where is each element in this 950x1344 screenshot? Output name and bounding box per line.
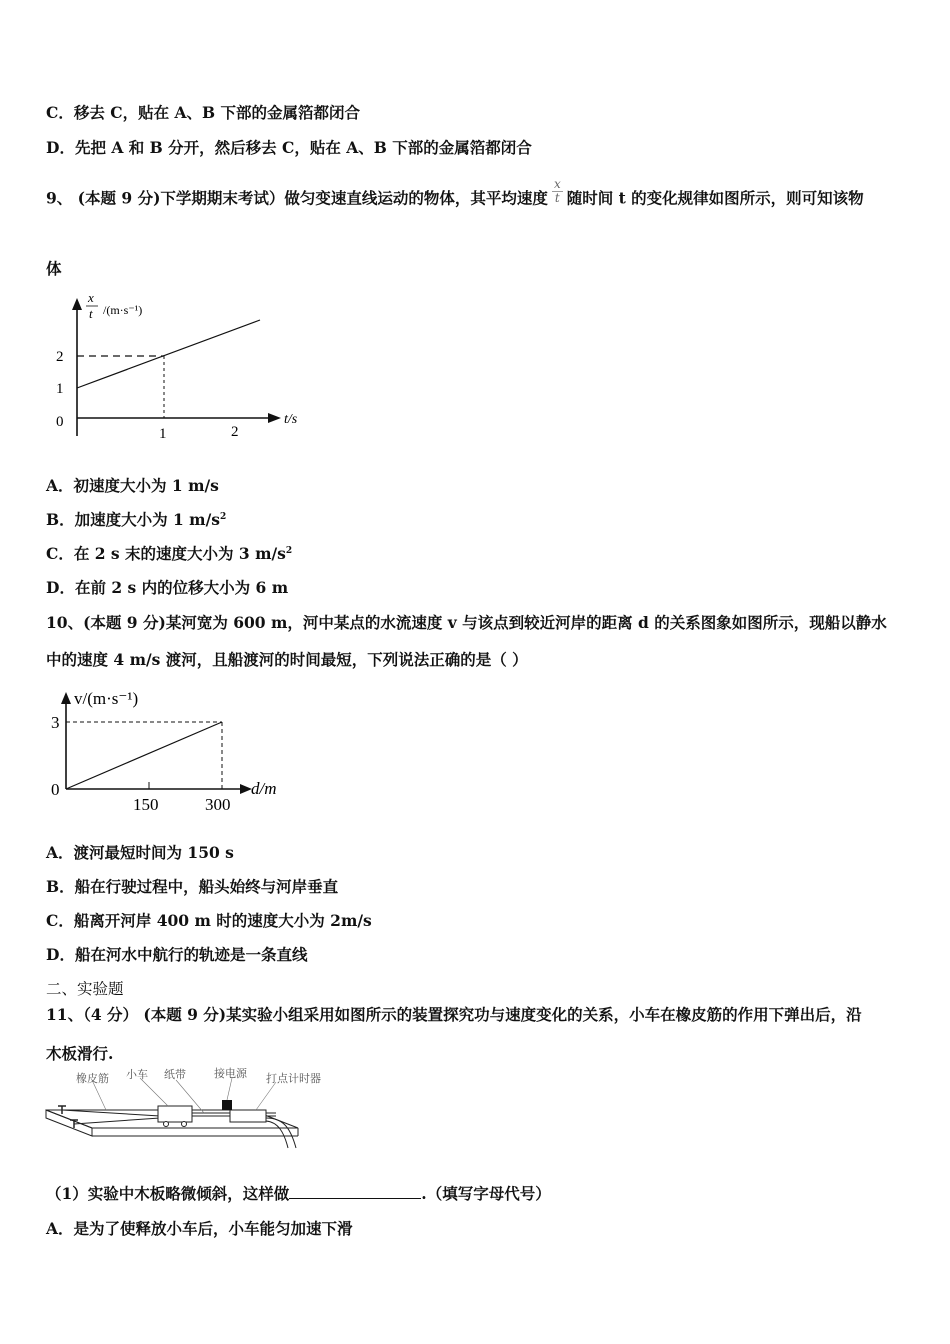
q10-stem-line2: 中的速度 4 m/s 渡河，且船渡河的时间最短，下列说法正确的是（ ）	[46, 650, 528, 669]
cart-wheel	[164, 1122, 169, 1127]
y-label-numerator: x	[88, 290, 94, 305]
q10-option-c: C．船离开河岸 400 m 时的速度大小为 2m/s	[46, 911, 372, 930]
x-tick-1: 1	[159, 426, 167, 442]
leader-line	[140, 1078, 168, 1106]
q11-part1-suffix: .（填写字母代号）	[421, 1184, 551, 1203]
q10-stem-line1: 10、(本题 9 分)某河宽为 600 m，河中某点的水流速度 v 与该点到较近河岸的距离 d 的关系图象如图所示，现船以静水	[46, 613, 887, 632]
q11-part1-text: （1）实验中木板略微倾斜，这样做	[46, 1184, 290, 1203]
q11-option-a: A．是为了使释放小车后，小车能匀加速下滑	[46, 1219, 353, 1238]
q10-option-d: D．船在河水中航行的轨迹是一条直线	[46, 945, 308, 964]
y-tick-2: 2	[56, 349, 64, 365]
q9-stem-part-b: 随时间 t 的变化规律如图所示，则可知该物	[566, 188, 864, 208]
timer-knob	[222, 1100, 232, 1110]
y-axis-label: v/(m·s⁻¹)	[74, 689, 139, 708]
y-axis-arrow	[72, 298, 82, 310]
x-axis-arrow	[268, 413, 281, 423]
x-tick-300: 300	[205, 795, 231, 814]
fraction-denominator: t	[554, 191, 560, 205]
y-tick-1: 1	[56, 381, 64, 397]
y-label-denominator: t	[89, 306, 93, 321]
x-tick-2: 2	[231, 424, 239, 440]
q11-stem-line1: 11、（4 分） (本题 9 分)某实验小组采用如图所示的装置探究功与速度变化的关系，小车在橡皮筋的作用下弹出后，沿	[46, 1005, 862, 1024]
rubber-band	[62, 1110, 160, 1116]
label-cart: 小车	[126, 1069, 148, 1081]
rubber-band	[74, 1118, 160, 1124]
fraction-numerator: x	[553, 177, 561, 191]
cart-wheel	[182, 1122, 187, 1127]
q9-stem-part-a: 9、 (本题 9 分)下学期期末考试）做匀变速直线运动的物体，其平均速度	[46, 188, 548, 208]
q11-apparatus-figure	[44, 1066, 334, 1152]
q9-option-d: D．在前 2 s 内的位移大小为 6 m	[46, 578, 289, 597]
y-tick-3: 3	[51, 713, 60, 732]
q9-option-c-text: C．在 2 s 末的速度大小为 3 m/s	[46, 544, 286, 563]
q11-stem-line2: 木板滑行.	[46, 1044, 114, 1063]
leader-line	[227, 1078, 232, 1100]
q9-stem	[46, 177, 864, 213]
superscript: 2	[285, 545, 293, 556]
section-heading: 二、实验题	[46, 980, 124, 998]
dot-timer	[230, 1110, 266, 1122]
x-tick-150: 150	[133, 795, 159, 814]
q9-stem-cont: 体	[46, 259, 62, 278]
q9-velocity-time-graph	[50, 286, 320, 446]
y-label-unit: /(m·s⁻¹)	[103, 303, 143, 317]
y-axis-arrow	[61, 692, 71, 704]
q8-option-d: D．先把 A 和 B 分开，然后移去 C，贴在 A、B 下部的金属箔都闭合	[46, 138, 532, 157]
q9-option-a: A．初速度大小为 1 m/s	[46, 476, 219, 495]
leader-line	[256, 1082, 276, 1110]
average-velocity-fraction	[552, 178, 563, 205]
q10-option-b: B．船在行驶过程中，船头始终与河岸垂直	[46, 877, 339, 896]
q9-option-b-text: B．加速度大小为 1 m/s	[46, 510, 220, 529]
label-paper-tape: 纸带	[164, 1069, 186, 1081]
x-axis-label: t/s	[284, 412, 298, 427]
data-line	[77, 320, 260, 388]
q8-option-c: C．移去 C，贴在 A、B 下部的金属箔都闭合	[46, 103, 360, 122]
label-power: 接电源	[214, 1068, 247, 1080]
q10-option-a: A．渡河最短时间为 150 s	[46, 843, 234, 862]
label-timer: 打点计时器	[266, 1073, 321, 1085]
q9-option-c	[46, 542, 292, 564]
label-rubber-band: 橡皮筋	[76, 1073, 109, 1085]
x-axis-label: d/m	[251, 779, 277, 798]
origin-label: 0	[51, 780, 60, 799]
y-tick-0: 0	[56, 414, 64, 430]
q9-option-b	[46, 508, 226, 530]
data-line	[66, 722, 222, 789]
cart	[158, 1106, 192, 1122]
q10-velocity-distance-graph	[46, 684, 296, 814]
answer-blank[interactable]	[289, 1184, 421, 1199]
power-cable	[266, 1118, 296, 1148]
superscript: 2	[219, 511, 227, 522]
q11-part1	[46, 1182, 551, 1204]
